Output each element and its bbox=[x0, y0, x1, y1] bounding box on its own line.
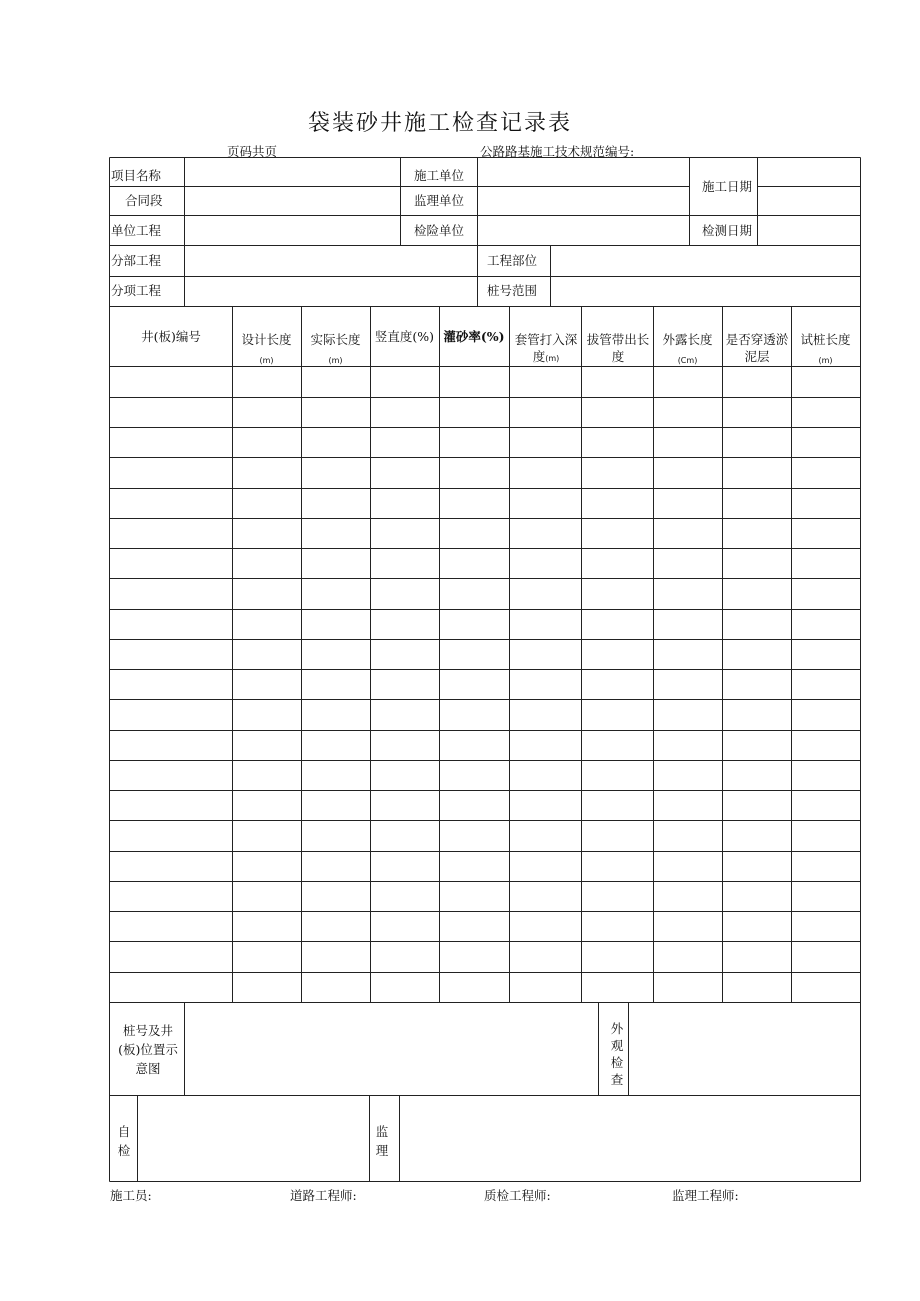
header-sand-fill-rate: 灌砂率(%) bbox=[443, 329, 505, 344]
footer-constructor: 施工员: bbox=[110, 1188, 152, 1203]
header-actual-length-unit: (m) bbox=[328, 356, 343, 365]
label-contract-section: 合同段 bbox=[125, 193, 163, 208]
label-project-name: 项目名称 bbox=[111, 168, 162, 183]
label-construction-unit: 施工单位 bbox=[414, 168, 465, 183]
page-title: 袋装砂井施工检查记录表 bbox=[307, 111, 572, 136]
label-supervision-unit: 监理单位 bbox=[414, 193, 465, 208]
footer-road-engineer: 道路工程师: bbox=[290, 1188, 357, 1203]
label-divisional-project: 分部工程 bbox=[111, 253, 162, 268]
header-pipe-pullout: 拔管带出长度 bbox=[586, 332, 650, 364]
label-appearance-check: 外观检查 bbox=[610, 1021, 624, 1087]
label-inspection-date: 检测日期 bbox=[702, 223, 753, 238]
label-pile-range: 桩号范围 bbox=[487, 283, 538, 298]
footer-supervising-engineer: 监理工程师: bbox=[672, 1188, 739, 1203]
label-project-location: 工程部位 bbox=[487, 253, 538, 268]
header-penetrate-silt: 是否穿透淤泥层 bbox=[725, 332, 789, 364]
spec-code: 公路路基施工技术规范编号: bbox=[480, 144, 635, 159]
label-construction-date: 施工日期 bbox=[702, 179, 753, 194]
header-exposed-length-unit: (Cm) bbox=[677, 356, 698, 365]
header-design-length-unit: (m) bbox=[259, 356, 274, 365]
label-position-diagram: 桩号及井(板)位置示意图 bbox=[118, 1023, 178, 1076]
header-design-length: 设计长度 bbox=[241, 332, 292, 347]
label-inspection-unit: 检险单位 bbox=[414, 223, 465, 238]
label-subitem-project: 分项工程 bbox=[111, 283, 162, 298]
header-verticality: 竖直度(%) bbox=[374, 329, 435, 344]
label-unit-project: 单位工程 bbox=[111, 223, 162, 238]
header-well-no: 井(板)编号 bbox=[141, 329, 201, 344]
footer-qc-engineer: 质检工程师: bbox=[484, 1188, 551, 1203]
label-supervision: 监理 bbox=[375, 1124, 389, 1158]
page-info: 页码共页 bbox=[227, 144, 278, 159]
header-casing-depth: 套管打入深度(m) bbox=[514, 332, 578, 364]
header-test-pile-length: 试桩长度 bbox=[800, 332, 851, 347]
header-test-pile-length-unit: (m) bbox=[818, 356, 833, 365]
header-exposed-length: 外露长度 bbox=[662, 332, 713, 347]
header-actual-length: 实际长度 bbox=[310, 332, 361, 347]
label-self-check: 自检 bbox=[117, 1124, 131, 1158]
